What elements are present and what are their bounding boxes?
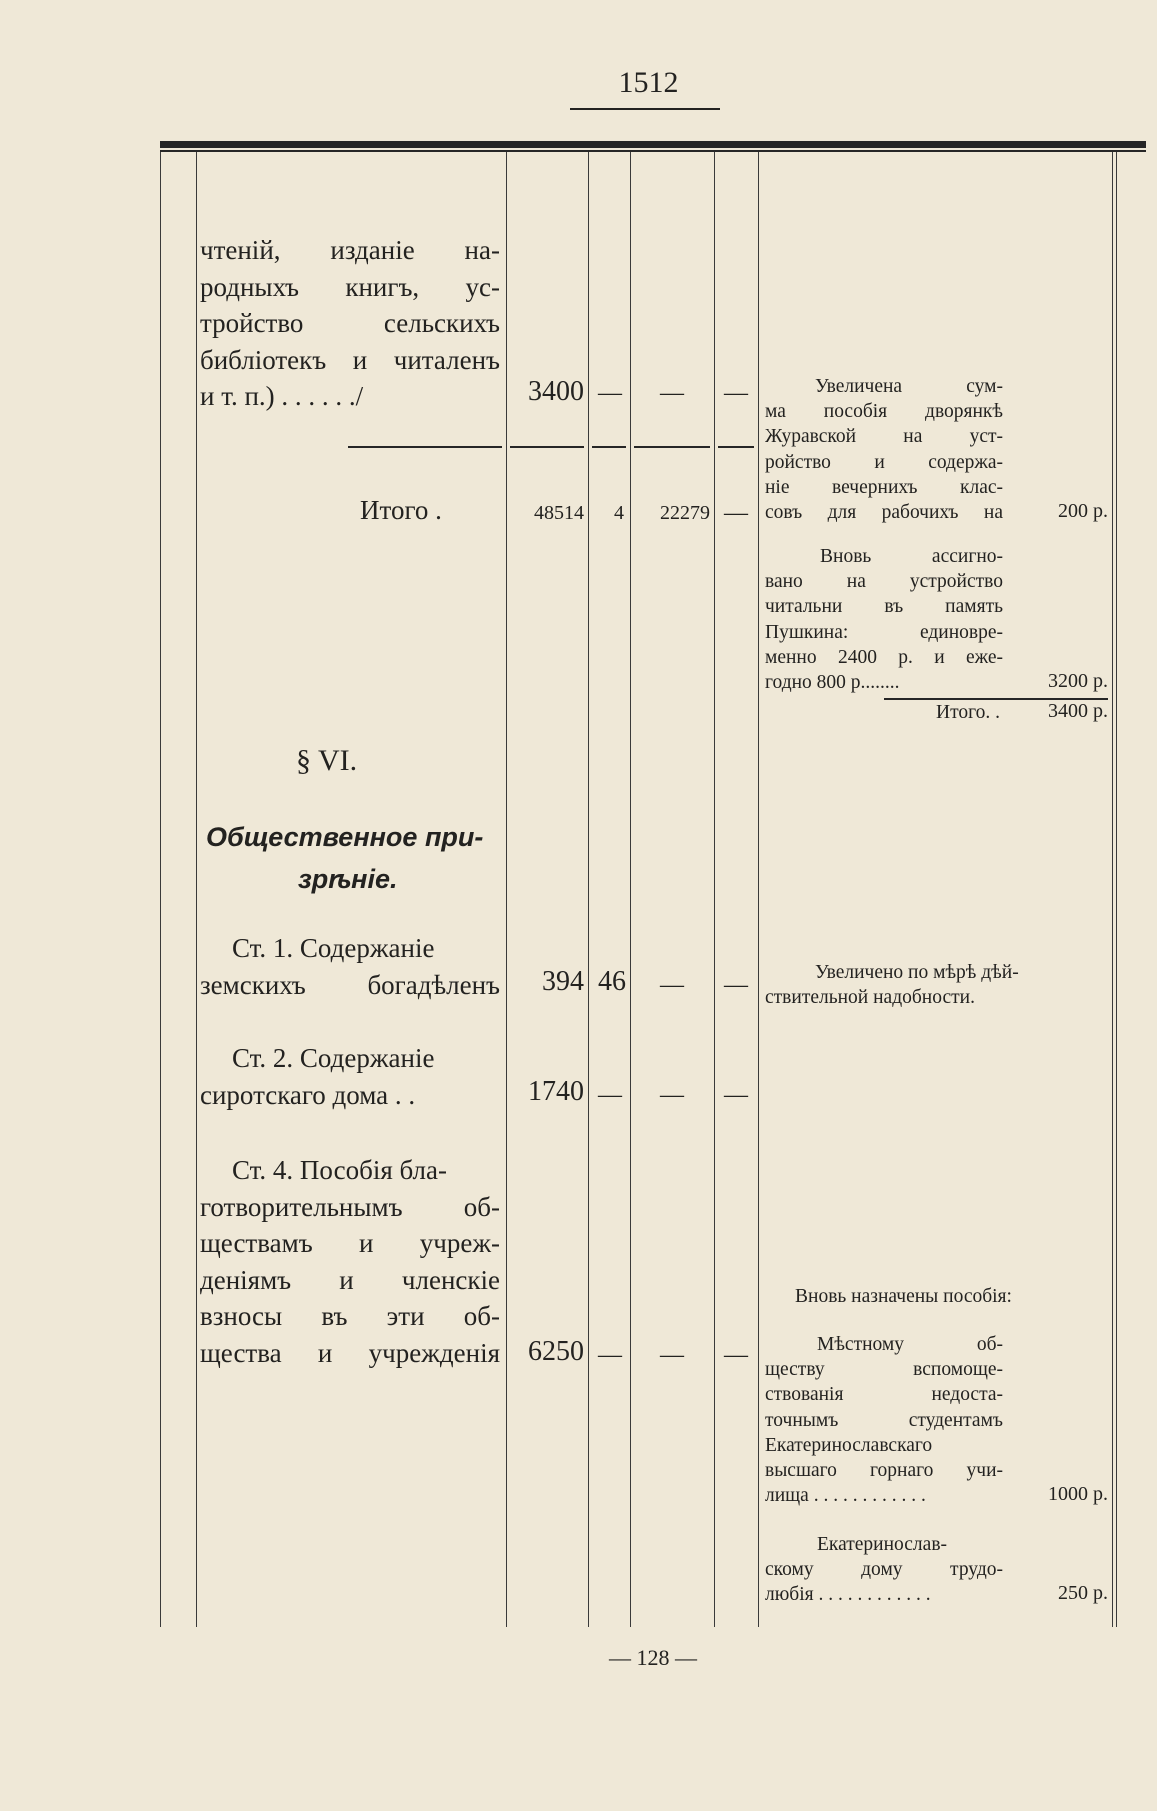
col-line-0 (160, 152, 161, 1627)
table-top-rule-thick (160, 141, 1146, 148)
header-underline (570, 108, 720, 110)
text-line: Ст. 4. Пособія бла- (232, 1155, 447, 1185)
text-line: родныхъ книгъ, ус- (200, 271, 500, 302)
item-st4-rubles: 6250 (528, 1336, 584, 1367)
note-line: Увеличена сум- (815, 376, 1003, 397)
total-col3: 22279 (660, 502, 710, 524)
item-st4-dash-3: — (724, 1342, 748, 1368)
text-line: деніямъ и членскіе (200, 1264, 500, 1295)
page-footer: — 128 — (609, 1645, 697, 1670)
page-header-number: 1512 (618, 66, 679, 99)
total-label: Итого . (360, 495, 442, 525)
continuation-dash-3: — (724, 380, 748, 406)
note-line: высшаго горнаго учи- (765, 1460, 1003, 1482)
note-line: Екатеринослав- (817, 1534, 948, 1555)
note-total-amount: 3400 р. (1048, 700, 1108, 722)
total-rule-rubles (510, 446, 584, 448)
col-line-3 (588, 152, 589, 1627)
item-st4-note-heading: Вновь назначены пособія: (795, 1286, 1012, 1307)
note-line: ма пособія дворянкѣ (765, 401, 1003, 423)
note-line: ройство и содержа- (765, 451, 1003, 473)
item-st1-rubles: 394 (542, 966, 584, 997)
note-line: Вновь ассигно- (820, 546, 1003, 567)
text-line: тройство сельскихъ (200, 308, 500, 339)
total-rule-kopecks (592, 446, 626, 448)
continuation-text (200, 232, 500, 415)
col-line-2 (506, 152, 507, 1627)
note-line: точнымъ студентамъ (765, 1409, 1003, 1431)
text-line: готворительнымъ об- (200, 1191, 500, 1222)
note-line: совъ для рабочихъ на (765, 502, 1003, 524)
note-line: ствованія недоста- (765, 1384, 1003, 1406)
text-line: земскихъ богадѣленъ (200, 969, 500, 1000)
col-line-5 (714, 152, 715, 1627)
text-line: сиротскаго дома . . (200, 1079, 416, 1110)
total-rule-col4 (718, 446, 754, 448)
note-line: Пушкина: единовре- (765, 621, 1003, 643)
continuation-note (765, 374, 1003, 525)
note-line: читальни въ память (765, 596, 1003, 618)
section-title (206, 816, 496, 900)
total-rubles: 48514 (534, 502, 584, 524)
total-rule-col3 (634, 446, 710, 448)
item-st1-kopecks: 46 (598, 966, 626, 997)
note-line: Мѣстному об- (817, 1334, 1003, 1355)
text-line: взносы въ эти об- (200, 1301, 500, 1332)
continuation-note-amount: 200 р. (1058, 500, 1108, 522)
note-line: годно 800 р........ (765, 672, 900, 694)
note-line: менно 2400 р. и еже- (765, 646, 1003, 668)
item-st4-dash-1: — (598, 1342, 622, 1368)
text-line: библіотекъ и читаленъ (200, 344, 500, 375)
continuation-dash-2: — (660, 380, 684, 406)
note-line: скому дому трудо- (765, 1559, 1003, 1581)
note-line: ніе вечернихъ клас- (765, 476, 1003, 498)
col-line-6 (758, 152, 759, 1627)
item-st4-text (200, 1152, 500, 1372)
continuation-amount: 3400 (528, 376, 584, 407)
item-st1-text (200, 930, 500, 1003)
item-st2-dash-1: — (598, 1082, 622, 1108)
item-st1-note (765, 960, 1110, 1010)
item-st1-dash-3: — (724, 972, 748, 998)
text-line: чтеній, изданіе на- (200, 235, 500, 265)
note-line: лища . . . . . . . . . . . . (765, 1485, 926, 1507)
grant-2-note (765, 1532, 1003, 1608)
col-line-8 (1116, 152, 1117, 1627)
section-number: § VI. (296, 744, 358, 777)
text-line: ществамъ и учреж- (200, 1228, 500, 1259)
continuation-dash-1: — (598, 380, 622, 406)
total-rule-text (348, 446, 502, 448)
text-line: Ст. 1. Содержаніе (232, 933, 435, 963)
text-line: и т. п.) . . . . . ./ (200, 381, 364, 412)
pushkin-note-amount: 3200 р. (1048, 670, 1108, 692)
total-dash: — (724, 500, 748, 526)
note-line: ществу вспомоще- (765, 1359, 1003, 1381)
note-line: Увеличено по мѣрѣ дѣй- (815, 962, 1019, 983)
note-line: вано на устройство (765, 571, 1003, 593)
grant-1-amount: 1000 р. (1048, 1483, 1108, 1505)
col-line-1 (196, 152, 197, 1627)
col-line-4 (630, 152, 631, 1627)
item-st1-dash-2: — (660, 972, 684, 998)
item-st2-dash-2: — (660, 1082, 684, 1108)
section-title-line: зрѣніе. (298, 864, 398, 894)
note-total-label: Итого. . (936, 702, 1000, 723)
item-st2-dash-3: — (724, 1082, 748, 1108)
item-st4-dash-2: — (660, 1342, 684, 1368)
pushkin-note (765, 544, 1003, 695)
grant-2-amount: 250 р. (1058, 1582, 1108, 1604)
note-line: Журавской на уст- (765, 426, 1003, 448)
section-title-line: Общественное при- (206, 822, 484, 852)
table-top-rule-thin (160, 150, 1146, 152)
grant-1-note (765, 1332, 1003, 1508)
text-line: Ст. 2. Содержаніе (232, 1043, 435, 1073)
note-line: Екатеринославскаго (765, 1434, 933, 1456)
note-line: ствительной надобности. (765, 987, 975, 1009)
col-line-7 (1112, 152, 1113, 1627)
note-line: любія . . . . . . . . . . . . (765, 1584, 931, 1606)
item-st2-rubles: 1740 (528, 1076, 584, 1107)
text-line: щества и учрежденія (200, 1337, 500, 1368)
total-kopecks: 4 (614, 502, 624, 524)
item-st2-text (200, 1040, 500, 1113)
